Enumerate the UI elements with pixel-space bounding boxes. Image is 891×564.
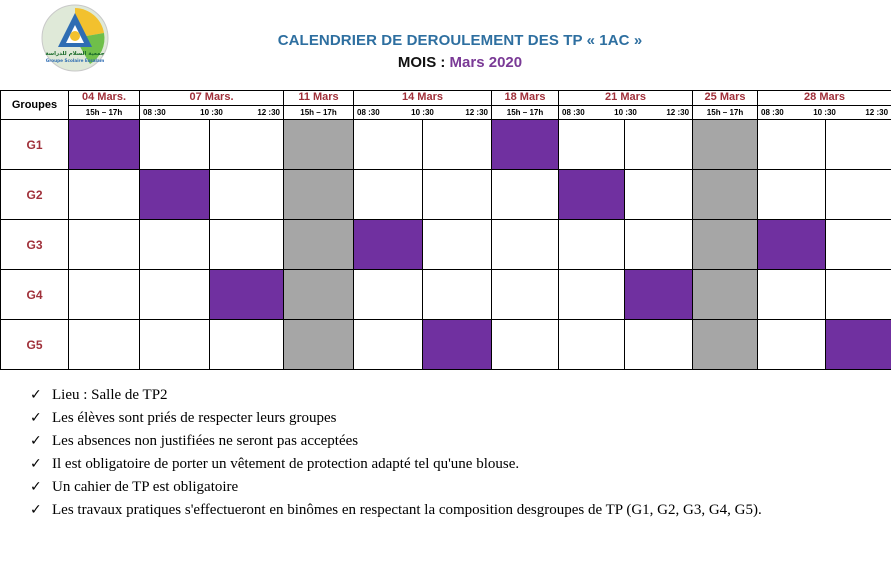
empty-cell xyxy=(69,170,140,220)
empty-cell xyxy=(423,170,492,220)
empty-cell xyxy=(492,320,559,370)
month-heading xyxy=(180,54,740,71)
note-item xyxy=(30,455,875,474)
blocked-cell xyxy=(284,170,354,220)
month-label: MOIS : xyxy=(397,54,446,71)
time-slot: 08 :30 xyxy=(357,107,380,117)
date-header: 04 Mars. xyxy=(69,91,140,106)
empty-cell xyxy=(625,220,693,270)
note-item xyxy=(30,409,875,428)
date-header: 07 Mars. xyxy=(140,91,284,106)
empty-cell xyxy=(625,170,693,220)
school-logo xyxy=(40,3,110,73)
date-header: 14 Mars xyxy=(354,91,492,106)
session-cell xyxy=(140,170,210,220)
empty-cell xyxy=(69,220,140,270)
blocked-cell xyxy=(284,120,354,170)
session-cell xyxy=(826,320,891,370)
time-slot: 10 :30 xyxy=(813,107,836,117)
notes-list xyxy=(30,386,875,524)
empty-cell xyxy=(625,320,693,370)
empty-cell xyxy=(758,170,826,220)
page-title: CALENDRIER DE DEROULEMENT DES TP « 1AC » xyxy=(277,32,643,49)
time-slots xyxy=(559,105,693,120)
logo-arabic-text: جمعية السلام للدراسة xyxy=(45,51,105,57)
note-text: Les élèves sont priés de respecter leurs groupes xyxy=(52,410,337,426)
empty-cell xyxy=(758,270,826,320)
time-slot: 15h – 17h xyxy=(284,105,354,120)
logo-latin-text: Groupe Scolaire Essalam xyxy=(45,58,105,63)
empty-cell xyxy=(423,120,492,170)
empty-cell xyxy=(210,170,284,220)
empty-cell xyxy=(354,120,423,170)
empty-cell xyxy=(492,220,559,270)
group-label: G4 xyxy=(1,270,69,320)
empty-cell xyxy=(69,270,140,320)
empty-cell xyxy=(826,120,891,170)
time-slot: 12 :30 xyxy=(465,107,488,117)
time-slot: 10 :30 xyxy=(411,107,434,117)
blocked-cell xyxy=(693,320,758,370)
empty-cell xyxy=(492,270,559,320)
date-header: 25 Mars xyxy=(693,91,758,106)
empty-cell xyxy=(210,120,284,170)
session-cell xyxy=(625,270,693,320)
session-cell xyxy=(423,320,492,370)
time-slot-row xyxy=(1,105,891,120)
groups-header: Groupes xyxy=(1,91,69,120)
time-slot: 10 :30 xyxy=(200,107,223,117)
blocked-cell xyxy=(693,220,758,270)
group-row xyxy=(1,120,891,170)
date-header: 11 Mars xyxy=(284,91,354,106)
session-cell xyxy=(492,120,559,170)
time-slots xyxy=(758,105,891,120)
time-slot: 15h – 17h xyxy=(69,105,140,120)
empty-cell xyxy=(559,120,625,170)
session-cell xyxy=(210,270,284,320)
note-item xyxy=(30,478,875,497)
time-slot: 15h – 17h xyxy=(693,105,758,120)
time-slot: 15h – 17h xyxy=(492,105,559,120)
empty-cell xyxy=(354,170,423,220)
empty-cell xyxy=(423,270,492,320)
empty-cell xyxy=(140,320,210,370)
note-text: Les travaux pratiques s'effectueront en binômes en respectant la composition desgroupes de TP (G1, G2, G3, G4, G5). xyxy=(52,502,762,518)
blocked-cell xyxy=(693,170,758,220)
check-icon: ✓ xyxy=(30,502,42,518)
group-label: G3 xyxy=(1,220,69,270)
time-slot: 12 :30 xyxy=(257,107,280,117)
date-header: 18 Mars xyxy=(492,91,559,106)
blocked-cell xyxy=(284,320,354,370)
schedule-table xyxy=(0,90,891,370)
group-label: G1 xyxy=(1,120,69,170)
group-label: G2 xyxy=(1,170,69,220)
empty-cell xyxy=(559,320,625,370)
check-icon: ✓ xyxy=(30,387,42,403)
empty-cell xyxy=(758,120,826,170)
empty-cell xyxy=(140,270,210,320)
check-icon: ✓ xyxy=(30,433,42,449)
note-item xyxy=(30,386,875,405)
month-value: Mars 2020 xyxy=(449,54,523,71)
empty-cell xyxy=(826,170,891,220)
empty-cell xyxy=(140,220,210,270)
time-slots xyxy=(354,105,492,120)
note-item xyxy=(30,432,875,451)
empty-cell xyxy=(210,220,284,270)
empty-cell xyxy=(210,320,284,370)
date-header: 21 Mars xyxy=(559,91,693,106)
time-slot: 10 :30 xyxy=(614,107,637,117)
note-text: Un cahier de TP est obligatoire xyxy=(52,479,239,495)
blocked-cell xyxy=(693,120,758,170)
empty-cell xyxy=(492,170,559,220)
empty-cell xyxy=(140,120,210,170)
session-cell xyxy=(559,170,625,220)
session-cell xyxy=(69,120,140,170)
blocked-cell xyxy=(693,270,758,320)
empty-cell xyxy=(559,220,625,270)
note-text: Lieu : Salle de TP2 xyxy=(52,387,168,403)
time-slot: 08 :30 xyxy=(143,107,166,117)
check-icon: ✓ xyxy=(30,456,42,472)
check-icon: ✓ xyxy=(30,410,42,426)
empty-cell xyxy=(758,320,826,370)
empty-cell xyxy=(559,270,625,320)
group-row xyxy=(1,320,891,370)
empty-cell xyxy=(354,270,423,320)
empty-cell xyxy=(423,220,492,270)
empty-cell xyxy=(625,120,693,170)
date-header-row xyxy=(1,91,891,106)
group-label: G5 xyxy=(1,320,69,370)
time-slot: 08 :30 xyxy=(761,107,784,117)
note-item xyxy=(30,501,875,520)
note-text: Les absences non justifiées ne seront pas acceptées xyxy=(52,433,359,449)
blocked-cell xyxy=(284,220,354,270)
time-slot: 12 :30 xyxy=(865,107,889,117)
time-slot: 08 :30 xyxy=(562,107,585,117)
note-text: Il est obligatoire de porter un vêtement de protection adapté tel qu'une blouse. xyxy=(52,456,520,472)
empty-cell xyxy=(69,320,140,370)
time-slots xyxy=(140,105,284,120)
time-slot: 12 :30 xyxy=(666,107,690,117)
group-row xyxy=(1,270,891,320)
empty-cell xyxy=(826,220,891,270)
date-header: 28 Mars xyxy=(758,91,891,106)
group-row xyxy=(1,170,891,220)
check-icon: ✓ xyxy=(30,479,42,495)
empty-cell xyxy=(354,320,423,370)
group-row xyxy=(1,220,891,270)
blocked-cell xyxy=(284,270,354,320)
session-cell xyxy=(354,220,423,270)
session-cell xyxy=(758,220,826,270)
empty-cell xyxy=(826,270,891,320)
